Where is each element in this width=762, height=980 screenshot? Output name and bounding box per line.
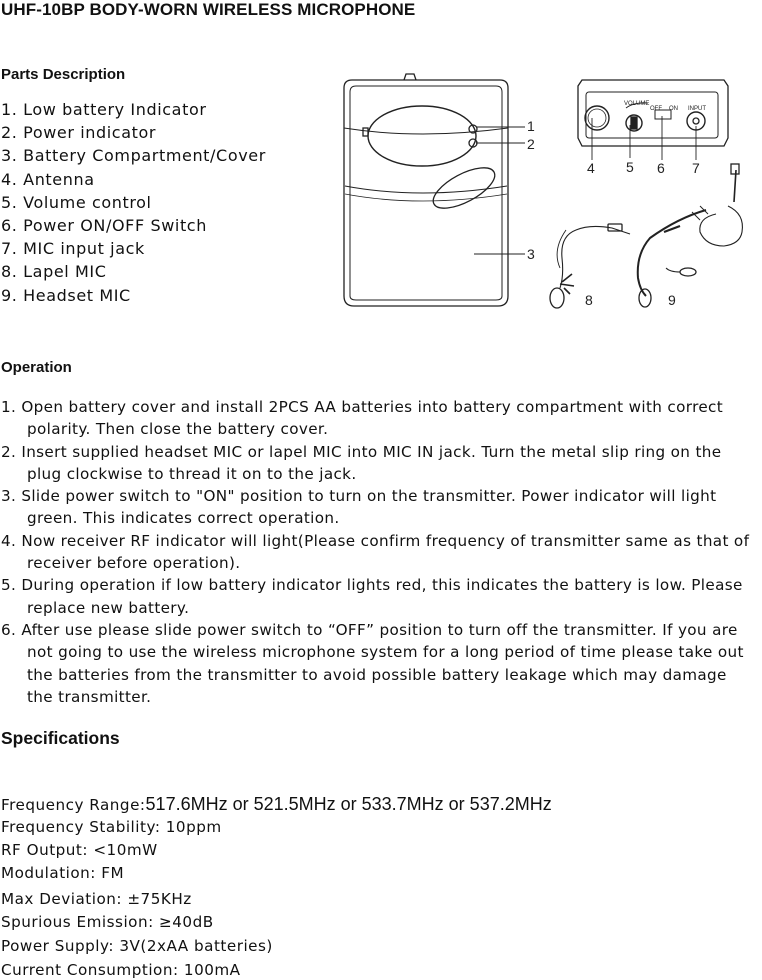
parts-heading: Parts Description (1, 66, 126, 83)
top-panel-illustration (578, 80, 728, 146)
callout-3: 3 (527, 246, 535, 262)
part-item: 5. Volume control (1, 192, 152, 212)
spec-power-supply: Power Supply: 3V(2xAA batteries) (1, 937, 273, 955)
spec-frequency-range-label: Frequency Range: (1, 796, 146, 814)
callout-8: 8 (585, 292, 593, 308)
callout-9: 9 (668, 292, 676, 308)
part-item: 8. Lapel MIC (1, 262, 107, 282)
transmitter-body-illustration (344, 74, 508, 306)
callout-2: 2 (527, 136, 535, 152)
operation-step: 1. Open battery cover and install 2PCS AA batteries into battery compartment with correct polarity. Then close the battery cover. (1, 398, 724, 439)
specifications-heading: Specifications (1, 728, 120, 748)
part-item: 3. Battery Compartment/Cover (1, 146, 266, 166)
callout-1: 1 (527, 118, 535, 134)
panel-off-label: OFF (650, 106, 662, 112)
part-item: 6. Power ON/OFF Switch (1, 216, 207, 236)
callout-5: 5 (626, 159, 634, 175)
panel-volume-label: VOLUME (624, 101, 650, 107)
operation-heading: Operation (1, 359, 72, 376)
spec-modulation: Modulation: FM (1, 864, 125, 882)
part-item: 9. Headset MIC (1, 285, 131, 305)
operation-step: 3. Slide power switch to "ON" position to turn on the transmitter. Power indicator will light green. This indicates correct operation. (1, 487, 717, 528)
part-item: 1. Low battery Indicator (1, 100, 207, 119)
operation-steps (1, 396, 756, 708)
spec-max-deviation: Max Deviation: ±75KHz (1, 890, 192, 908)
headset-mic-illustration (638, 164, 743, 307)
callout-6: 6 (657, 160, 665, 176)
part-item: 7. MIC input jack (1, 239, 145, 259)
operation-step: 4. Now receiver RF indicator will light(Please confirm frequency of transmitter same as that of receiver before operation). (1, 531, 750, 573)
spec-frequency-stability: Frequency Stability: 10ppm (1, 818, 222, 836)
spec-spurious-emission: Spurious Emission: ≥40dB (1, 913, 214, 931)
panel-on-label: ON (669, 106, 678, 112)
part-item: 2. Power indicator (1, 123, 157, 143)
spec-current-consumption: Current Consumption: 100mA (1, 961, 241, 979)
parts-list (1, 98, 266, 307)
transmitter-diagram (336, 70, 756, 320)
operation-step: 2. Insert supplied headset MIC or lapel MIC into MIC IN jack. Turn the metal slip ring on the plug clockwise to thread it on to the jack. (1, 442, 722, 483)
spec-frequency-range-value: 517.6MHz or 521.5MHz or 533.7MHz or 537.2MHz (145, 794, 552, 814)
callout-7: 7 (692, 160, 700, 176)
operation-step: 6. After use please slide power switch to “OFF” position to turn off the transmitter. If you are not going to use the wireless microphone system for a long period of time please take out the batteries from the transmitter to avoid possible battery leakage which may damage the transmitter. (1, 620, 744, 706)
callout-4: 4 (587, 160, 595, 176)
spec-frequency-range (1, 794, 552, 815)
panel-input-label: INPUT (688, 106, 706, 112)
part-item: 4. Antenna (1, 169, 95, 189)
operation-step: 5. During operation if low battery indicator lights red, this indicates the battery is low. Please replace new battery. (1, 576, 743, 617)
document-title: UHF-10BP BODY-WORN WIRELESS MICROPHONE (1, 0, 416, 19)
spec-rf-output: RF Output: <10mW (1, 841, 158, 859)
